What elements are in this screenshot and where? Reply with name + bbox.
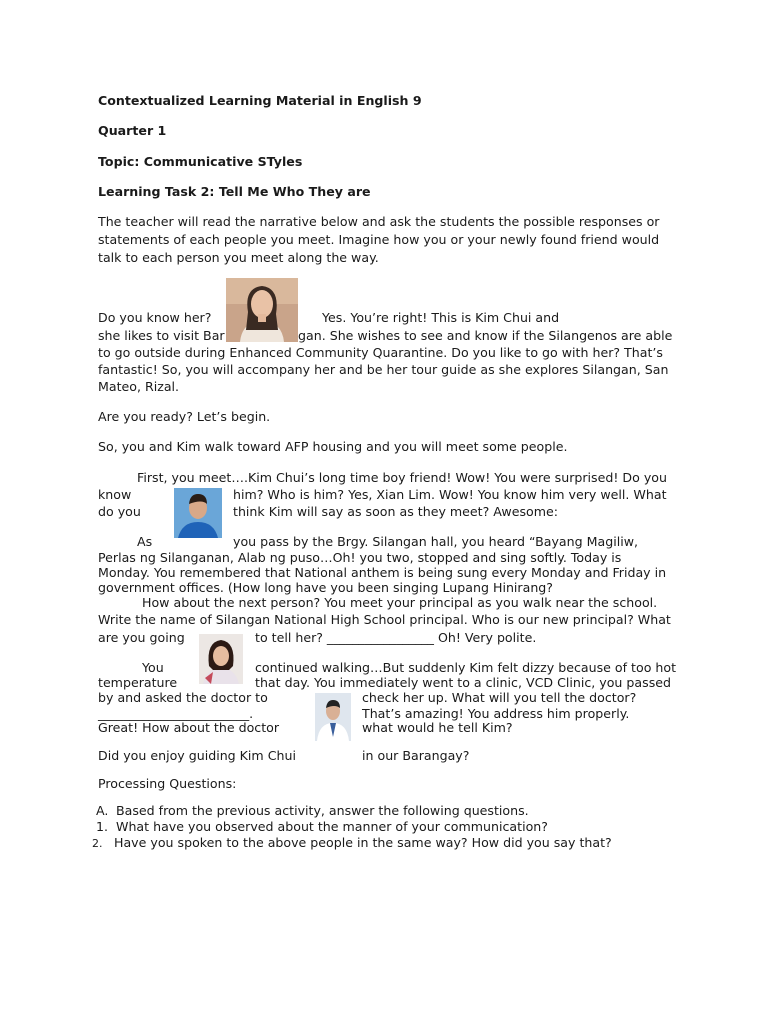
- doctor-photo: [315, 693, 351, 741]
- doctor-line-2a: temperature: [98, 675, 178, 690]
- principal-line-1: How about the next person? You meet your principal as you walk near the school.: [142, 595, 658, 610]
- principal-line-2: Write the name of Silangan National High School principal. Who is our new principal? What: [98, 612, 671, 627]
- boyfriend-line-2a: know: [98, 487, 132, 502]
- intro-line-1: The teacher will read the narrative below and ask the students the possible responses or: [98, 214, 660, 229]
- walk-line: So, you and Kim walk toward AFP housing and you will meet some people.: [98, 439, 568, 454]
- document-title: Contextualized Learning Material in English 9: [98, 93, 422, 108]
- kim-line-4: fantastic! So, you will accompany her and be her tour guide as she explores Silangan, San: [98, 362, 669, 377]
- quarter-label: Quarter 1: [98, 123, 167, 138]
- kim-line-2b: gan. She wishes to see and know if the Silangenos are able: [298, 328, 673, 343]
- doctor-line-2b: that day. You immediately went to a clinic, VCD Clinic, you passed: [255, 675, 671, 690]
- boyfriend-line-3a: do you: [98, 504, 141, 519]
- processing-heading: Processing Questions:: [98, 776, 237, 791]
- kim-line-5: Mateo, Rizal.: [98, 379, 180, 394]
- ready-line: Are you ready? Let’s begin.: [98, 409, 271, 424]
- question-marker-a: A.: [96, 803, 109, 818]
- kim-line-3: to go outside during Enhanced Community Quarantine. Do you like to go with her? That’s: [98, 345, 663, 360]
- kim-line-1b: Yes. You’re right! This is Kim Chui and: [322, 310, 560, 325]
- doctor-line-4b: That’s amazing! You address him properly.: [362, 706, 630, 721]
- task-label: Learning Task 2: Tell Me Who They are: [98, 184, 371, 199]
- question-1-text: What have you observed about the manner of your communication?: [116, 819, 548, 834]
- question-marker-1: 1.: [96, 819, 109, 834]
- intro-line-2: statements of each people you meet. Imagine how you or your newly found friend would: [98, 232, 660, 247]
- question-marker-2: 2.: [92, 837, 103, 850]
- kim-line-1a: Do you know her?: [98, 310, 212, 325]
- doctor-line-4a: ________________________.: [98, 706, 254, 721]
- anthem-line-1b: you pass by the Brgy. Silangan hall, you heard “Bayang Magiliw,: [233, 534, 639, 549]
- principal-line-3a: are you going: [98, 630, 185, 645]
- topic-label: Topic: Communicative STyles: [98, 154, 303, 169]
- boyfriend-line-2b: him? Who is him? Yes, Xian Lim. Wow! You know him very well. What: [233, 487, 667, 502]
- boyfriend-line-3b: think Kim will say as soon as they meet? Awesome:: [233, 504, 558, 519]
- doctor-line-1a: You: [142, 660, 164, 675]
- anthem-line-2: Perlas ng Silanganan, Alab ng puso…Oh! you two, stopped and sing softly. Today is: [98, 550, 622, 565]
- doctor-line-1b: continued walking…But suddenly Kim felt dizzy because of too hot: [255, 660, 677, 675]
- kim-line-2a: she likes to visit Bar: [98, 328, 225, 343]
- doctor-line-3a: by and asked the doctor to: [98, 690, 268, 705]
- doctor-line-3b: check her up. What will you tell the doctor?: [362, 690, 637, 705]
- anthem-line-3: Monday. You remembered that National anthem is being sung every Monday and Friday in: [98, 565, 667, 580]
- question-2-text: Have you spoken to the above people in the same way? How did you say that?: [114, 835, 612, 850]
- principal-line-3b: to tell her? _________________ Oh! Very polite.: [255, 630, 537, 645]
- enjoy-line-b: in our Barangay?: [362, 748, 470, 763]
- anthem-line-1a: As: [137, 534, 153, 549]
- doctor-line-5b: what would he tell Kim?: [362, 720, 513, 735]
- question-a-text: Based from the previous activity, answer the following questions.: [116, 803, 529, 818]
- kim-chui-photo: [226, 278, 298, 342]
- anthem-line-4: government offices. (How long have you been singing Lupang Hinirang?: [98, 580, 553, 595]
- doctor-line-5a: Great! How about the doctor: [98, 720, 280, 735]
- boyfriend-line-1: First, you meet….Kim Chui’s long time boy friend! Wow! You were surprised! Do you: [137, 470, 667, 485]
- xian-lim-photo: [174, 488, 222, 538]
- principal-photo: [199, 634, 243, 684]
- enjoy-line-a: Did you enjoy guiding Kim Chui: [98, 748, 296, 763]
- intro-line-3: talk to each person you meet along the way.: [98, 250, 379, 265]
